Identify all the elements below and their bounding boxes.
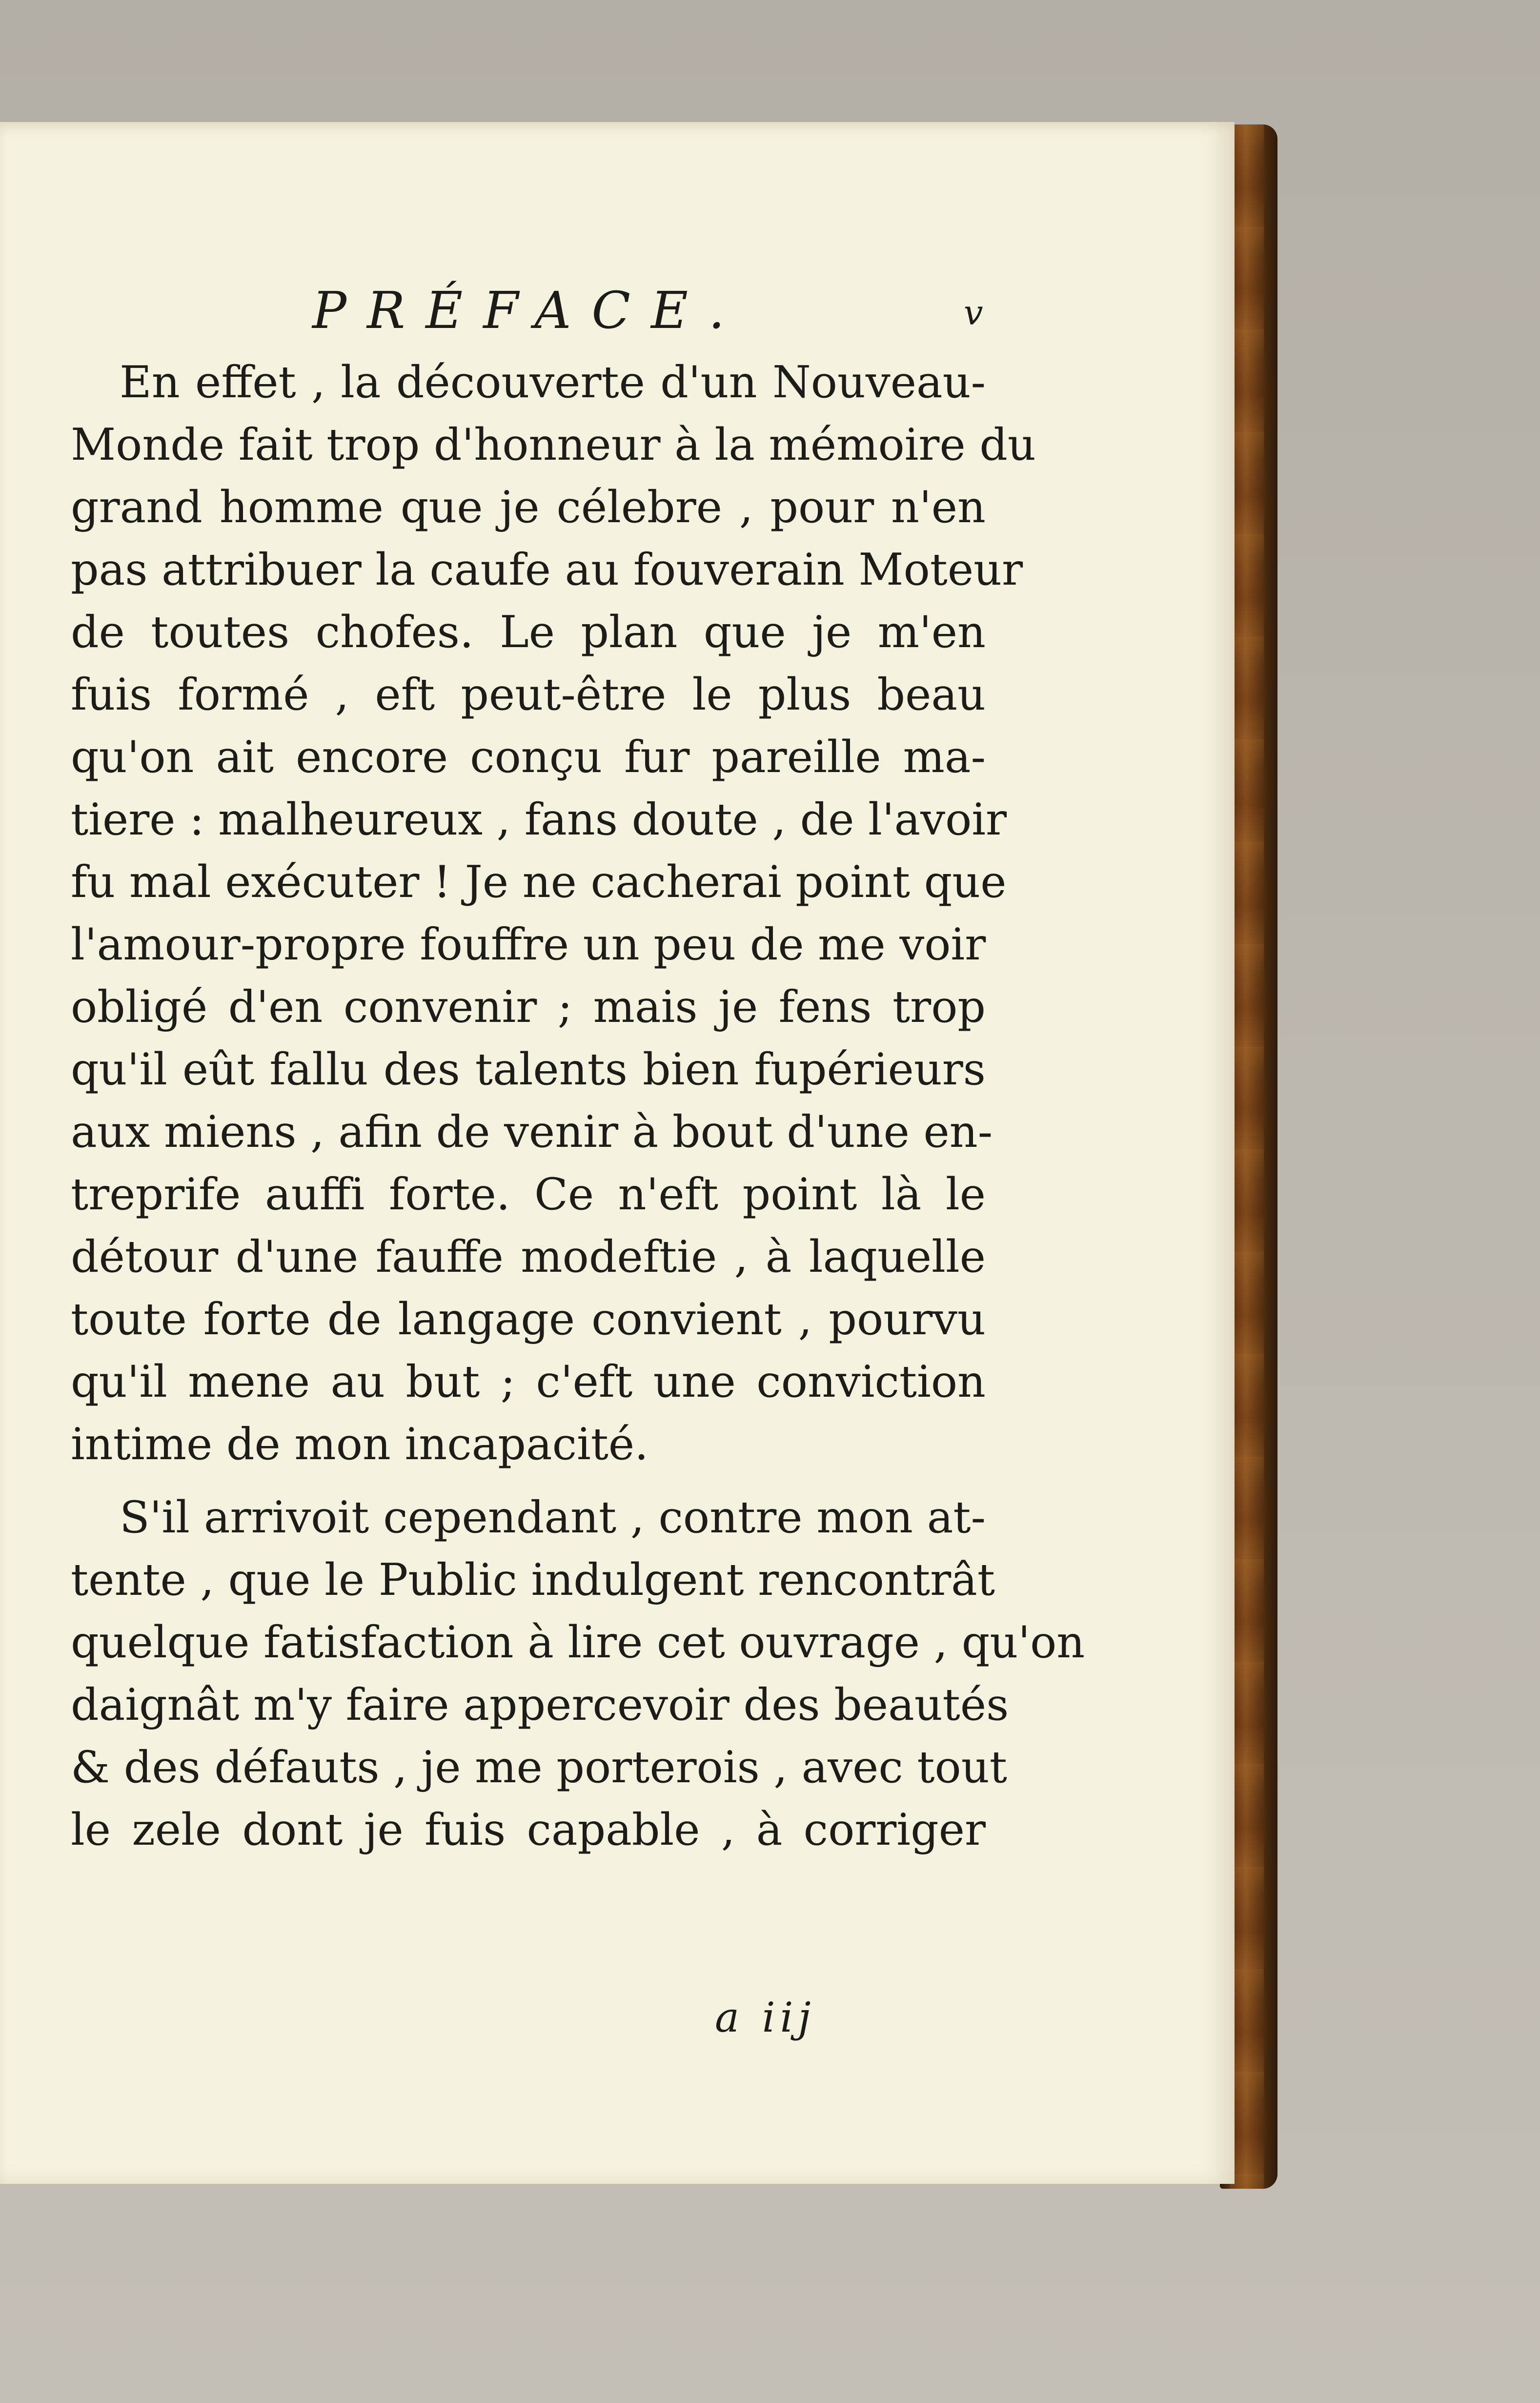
text-line: de toutes chofes. Le plan que je m'en xyxy=(71,607,986,658)
text-line: tente , que le Public indulgent rencontrât xyxy=(71,1554,995,1606)
page-number: v xyxy=(964,293,983,333)
text-line: En effet , la découverte d'un Nouveau- xyxy=(120,357,986,408)
text-line: intime de mon incapacité. xyxy=(71,1419,648,1470)
text-line: détour d'une fauffe modeftie , à laquelle xyxy=(71,1231,986,1283)
text-line: pas attribuer la caufe au fouverain Moteur xyxy=(71,544,1023,595)
text-line: obligé d'en convenir ; mais je fens trop xyxy=(71,981,986,1033)
text-line: treprife auffi forte. Ce n'eft point là le xyxy=(71,1169,986,1220)
running-head-title: PRÉFACE. xyxy=(312,281,745,340)
text-line: qu'il eût fallu des talents bien fupérieurs xyxy=(71,1044,986,1095)
text-line: toute forte de langage convient , pourvu xyxy=(71,1294,986,1345)
signature-mark: a iij xyxy=(715,1994,816,2041)
text-line: le zele dont je fuis capable , à corriger xyxy=(71,1804,986,1855)
text-line: quelque fatisfaction à lire cet ouvrage , qu'on xyxy=(71,1617,1085,1668)
text-line: l'amour-propre fouffre un peu de me voir xyxy=(71,919,986,970)
text-line: aux miens , afin de venir à bout d'une en- xyxy=(71,1106,993,1158)
body-text xyxy=(71,351,1085,1861)
book-page xyxy=(0,122,1235,2184)
paragraph-1 xyxy=(71,351,1036,1476)
text-line: daignât m'y faire appercevoir des beautés xyxy=(71,1679,1009,1731)
text-line: fuis formé , eft peut-être le plus beau xyxy=(71,669,986,720)
text-line: qu'on ait encore conçu fur pareille ma- xyxy=(71,732,986,783)
text-line: S'il arrivoit cependant , contre mon at- xyxy=(120,1492,986,1543)
text-line: & des défauts , je me porterois , avec tout xyxy=(71,1742,1007,1793)
running-head xyxy=(312,281,1020,354)
text-line: fu mal exécuter ! Je ne cacherai point que xyxy=(71,856,1007,908)
text-line: tiere : malheureux , fans doute , de l'avoir xyxy=(71,794,1007,845)
paragraph-gap xyxy=(71,1476,986,1487)
text-line: grand homme que je célebre , pour n'en xyxy=(71,482,986,533)
text-line: Monde fait trop d'honneur à la mémoire du xyxy=(71,419,1036,470)
text-line: qu'il mene au but ; c'eft une conviction xyxy=(71,1356,986,1407)
paragraph-2 xyxy=(71,1487,1085,1861)
